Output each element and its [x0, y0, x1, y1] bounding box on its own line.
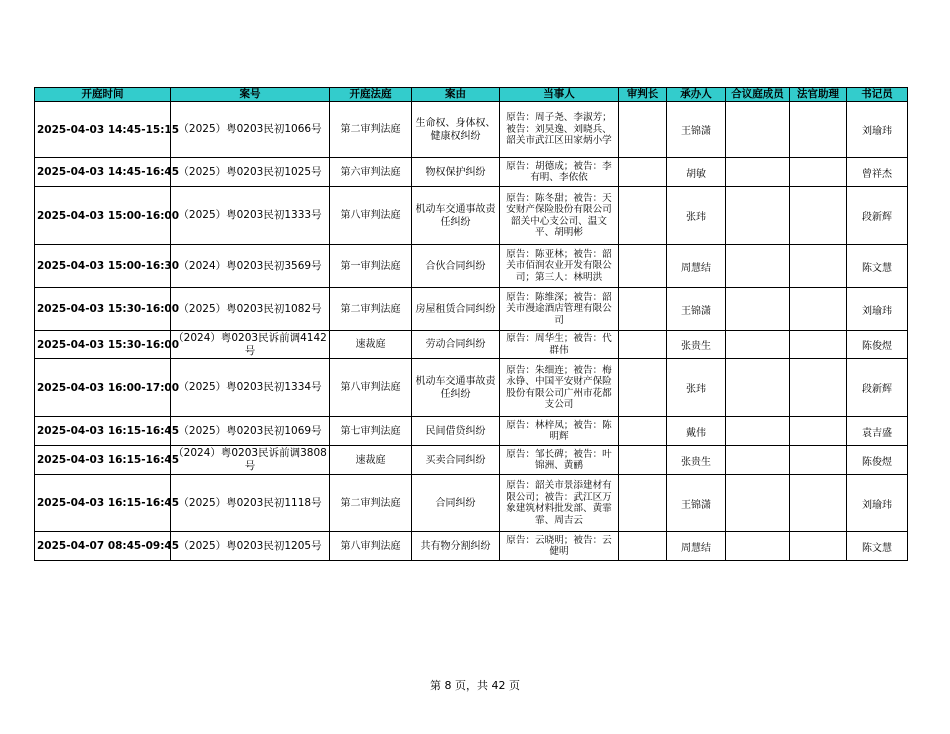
case-number-cell: （2024）粤0203民诉前调4142号 — [171, 331, 330, 359]
cause-cell: 机动车交通事故责任纠纷 — [412, 359, 500, 417]
hearing-time-cell: 2025-04-03 15:00-16:00 — [35, 187, 171, 245]
judge-assistant-cell — [790, 475, 847, 532]
courtroom-cell: 第八审判法庭 — [330, 187, 412, 245]
case-number-cell: （2025）粤0203民初1205号 — [171, 532, 330, 561]
presiding-judge-cell — [619, 475, 667, 532]
case-number-cell: （2025）粤0203民初1118号 — [171, 475, 330, 532]
parties-cell: 原告：云晓明；被告：云健明 — [500, 532, 619, 561]
footer-middle: 页，共 — [451, 679, 492, 692]
header-judge-assistant: 法官助理 — [790, 88, 847, 102]
clerk-cell: 陈俊煜 — [847, 446, 908, 475]
clerk-cell: 刘瑜玮 — [847, 288, 908, 331]
parties-cell: 原告：周华生；被告：代群伟 — [500, 331, 619, 359]
presiding-judge-cell — [619, 532, 667, 561]
case-number-cell: （2024）粤0203民初3569号 — [171, 245, 330, 288]
courtroom-cell: 速裁庭 — [330, 331, 412, 359]
cause-cell: 机动车交通事故责任纠纷 — [412, 187, 500, 245]
courtroom-cell: 第八审判法庭 — [330, 359, 412, 417]
clerk-cell: 刘瑜玮 — [847, 475, 908, 532]
table-row — [35, 245, 908, 288]
handler-cell: 王锦潇 — [667, 288, 726, 331]
presiding-judge-cell — [619, 331, 667, 359]
judge-assistant-cell — [790, 446, 847, 475]
cause-cell: 房屋租赁合同纠纷 — [412, 288, 500, 331]
hearing-time-cell: 2025-04-03 16:15-16:45 — [35, 446, 171, 475]
case-number-cell: （2025）粤0203民初1334号 — [171, 359, 330, 417]
table-header-row — [35, 88, 908, 102]
parties-cell: 原告：陈维深；被告：韶关市漫途酒店管理有限公司 — [500, 288, 619, 331]
table-row — [35, 187, 908, 245]
presiding-judge-cell — [619, 417, 667, 446]
parties-cell: 原告：胡德成；被告：李有明、李依依 — [500, 158, 619, 187]
handler-cell: 王锦潇 — [667, 475, 726, 532]
courtroom-cell: 速裁庭 — [330, 446, 412, 475]
panel-members-cell — [726, 446, 790, 475]
table-row — [35, 102, 908, 158]
table-row — [35, 331, 908, 359]
case-number-cell: （2025）粤0203民初1066号 — [171, 102, 330, 158]
presiding-judge-cell — [619, 359, 667, 417]
handler-cell: 张贵生 — [667, 331, 726, 359]
panel-members-cell — [726, 532, 790, 561]
courtroom-cell: 第八审判法庭 — [330, 532, 412, 561]
panel-members-cell — [726, 102, 790, 158]
case-number-cell: （2025）粤0203民初1025号 — [171, 158, 330, 187]
judge-assistant-cell — [790, 245, 847, 288]
panel-members-cell — [726, 331, 790, 359]
hearing-time-cell: 2025-04-03 15:00-16:30 — [35, 245, 171, 288]
header-panel-members: 合议庭成员 — [726, 88, 790, 102]
hearing-time-cell: 2025-04-03 14:45-15:15 — [35, 102, 171, 158]
judge-assistant-cell — [790, 187, 847, 245]
handler-cell: 王锦潇 — [667, 102, 726, 158]
header-clerk: 书记员 — [847, 88, 908, 102]
cause-cell: 共有物分割纠纷 — [412, 532, 500, 561]
cause-cell: 买卖合同纠纷 — [412, 446, 500, 475]
header-case-number: 案号 — [171, 88, 330, 102]
hearing-time-cell: 2025-04-03 16:15-16:45 — [35, 417, 171, 446]
cause-cell: 物权保护纠纷 — [412, 158, 500, 187]
clerk-cell: 袁吉盛 — [847, 417, 908, 446]
panel-members-cell — [726, 359, 790, 417]
clerk-cell: 刘瑜玮 — [847, 102, 908, 158]
header-parties: 当事人 — [500, 88, 619, 102]
table-row — [35, 475, 908, 532]
panel-members-cell — [726, 245, 790, 288]
hearing-time-cell: 2025-04-03 16:15-16:45 — [35, 475, 171, 532]
cause-cell: 生命权、身体权、健康权纠纷 — [412, 102, 500, 158]
handler-cell: 周慧结 — [667, 532, 726, 561]
header-presiding-judge: 审判长 — [619, 88, 667, 102]
footer-prefix: 第 — [430, 679, 445, 692]
page-footer — [0, 677, 950, 693]
table-row — [35, 446, 908, 475]
handler-cell: 戴伟 — [667, 417, 726, 446]
handler-cell: 张玮 — [667, 187, 726, 245]
clerk-cell: 陈文慧 — [847, 245, 908, 288]
panel-members-cell — [726, 187, 790, 245]
clerk-cell: 陈俊煜 — [847, 331, 908, 359]
footer-total-pages: 42 — [491, 679, 506, 692]
judge-assistant-cell — [790, 417, 847, 446]
judge-assistant-cell — [790, 288, 847, 331]
handler-cell: 张贵生 — [667, 446, 726, 475]
parties-cell: 原告：陈亚林；被告：韶关市佰润农业开发有限公司；第三人：林明洪 — [500, 245, 619, 288]
presiding-judge-cell — [619, 288, 667, 331]
case-number-cell: （2025）粤0203民初1069号 — [171, 417, 330, 446]
handler-cell: 胡敏 — [667, 158, 726, 187]
courtroom-cell: 第二审判法庭 — [330, 288, 412, 331]
header-hearing-time: 开庭时间 — [35, 88, 171, 102]
table-row — [35, 359, 908, 417]
cause-cell: 合伙合同纠纷 — [412, 245, 500, 288]
table-row — [35, 288, 908, 331]
judge-assistant-cell — [790, 158, 847, 187]
judge-assistant-cell — [790, 331, 847, 359]
panel-members-cell — [726, 417, 790, 446]
table-row — [35, 158, 908, 187]
panel-members-cell — [726, 475, 790, 532]
presiding-judge-cell — [619, 102, 667, 158]
courtroom-cell: 第二审判法庭 — [330, 475, 412, 532]
footer-suffix: 页 — [505, 679, 520, 692]
case-number-cell: （2024）粤0203民诉前调3808号 — [171, 446, 330, 475]
header-courtroom: 开庭法庭 — [330, 88, 412, 102]
cause-cell: 劳动合同纠纷 — [412, 331, 500, 359]
presiding-judge-cell — [619, 245, 667, 288]
parties-cell: 原告：邹长碑；被告：叶锦洲、黄鹂 — [500, 446, 619, 475]
cause-cell: 民间借贷纠纷 — [412, 417, 500, 446]
hearing-time-cell: 2025-04-03 14:45-16:45 — [35, 158, 171, 187]
clerk-cell: 陈文慧 — [847, 532, 908, 561]
hearing-time-cell: 2025-04-03 15:30-16:00 — [35, 331, 171, 359]
courtroom-cell: 第六审判法庭 — [330, 158, 412, 187]
parties-cell: 原告：韶关市景添建材有限公司；被告：武江区万象建筑材料批发部、黄霏霏、周吉云 — [500, 475, 619, 532]
hearing-time-cell: 2025-04-03 16:00-17:00 — [35, 359, 171, 417]
hearing-time-cell: 2025-04-03 15:30-16:00 — [35, 288, 171, 331]
judge-assistant-cell — [790, 102, 847, 158]
clerk-cell: 段新辉 — [847, 359, 908, 417]
presiding-judge-cell — [619, 187, 667, 245]
parties-cell: 原告：周子尧、李淑芳；被告：刘昊逸、刘晓兵、韶关市武江区田家炳小学 — [500, 102, 619, 158]
case-number-cell: （2025）粤0203民初1082号 — [171, 288, 330, 331]
clerk-cell: 段新辉 — [847, 187, 908, 245]
parties-cell: 原告：林梓凤；被告：陈明辉 — [500, 417, 619, 446]
case-number-cell: （2025）粤0203民初1333号 — [171, 187, 330, 245]
presiding-judge-cell — [619, 158, 667, 187]
courtroom-cell: 第七审判法庭 — [330, 417, 412, 446]
parties-cell: 原告：陈冬甜；被告：天安财产保险股份有限公司韶关中心支公司、温文平、胡明彬 — [500, 187, 619, 245]
courtroom-cell: 第一审判法庭 — [330, 245, 412, 288]
judge-assistant-cell — [790, 532, 847, 561]
handler-cell: 周慧结 — [667, 245, 726, 288]
clerk-cell: 曾祥杰 — [847, 158, 908, 187]
table-row — [35, 532, 908, 561]
header-cause: 案由 — [412, 88, 500, 102]
handler-cell: 张玮 — [667, 359, 726, 417]
cause-cell: 合同纠纷 — [412, 475, 500, 532]
presiding-judge-cell — [619, 446, 667, 475]
hearing-time-cell: 2025-04-07 08:45-09:45 — [35, 532, 171, 561]
judge-assistant-cell — [790, 359, 847, 417]
panel-members-cell — [726, 288, 790, 331]
hearing-schedule-table — [34, 87, 908, 561]
courtroom-cell: 第二审判法庭 — [330, 102, 412, 158]
footer-current-page: 8 — [444, 679, 452, 692]
header-handler: 承办人 — [667, 88, 726, 102]
panel-members-cell — [726, 158, 790, 187]
parties-cell: 原告：朱细连；被告：梅永铮、中国平安财产保险股份有限公司广州市花都支公司 — [500, 359, 619, 417]
table-row — [35, 417, 908, 446]
